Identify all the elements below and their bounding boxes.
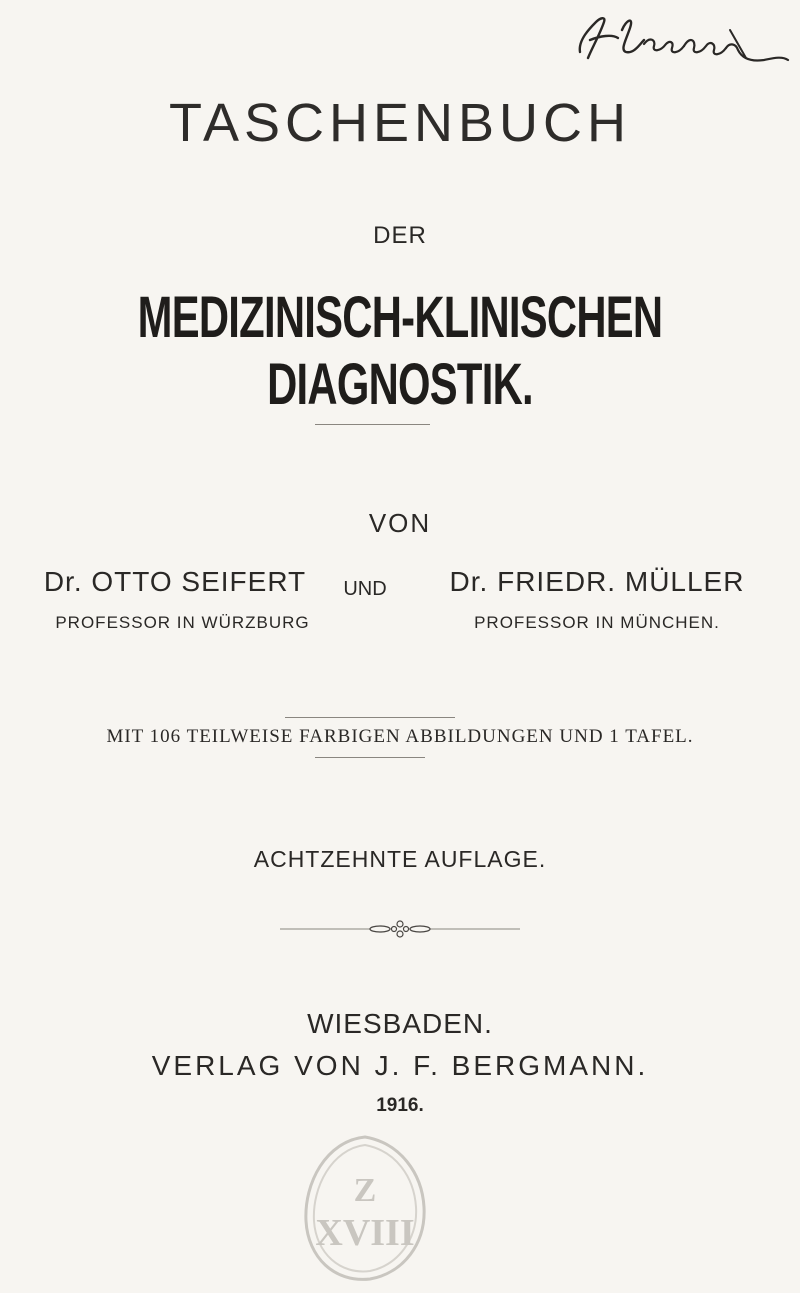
author-1-name: Dr. OTTO SEIFERT [43, 566, 307, 597]
stamp-line-1: Z [353, 1172, 377, 1209]
divider-lower [315, 757, 425, 758]
author-2-name: Dr. FRIEDR. MÜLLER [449, 566, 745, 597]
edition-label: ACHTZEHNTE AUFLAGE. [253, 846, 547, 872]
divider-middle [285, 717, 455, 718]
author-1-affiliation: PROFESSOR IN WÜRZBURG [55, 613, 310, 632]
book-subtitle: MEDIZINISCH-KLINISCHEN DIAGNOSTIK. [137, 285, 663, 417]
book-title: TASCHENBUCH [168, 93, 632, 153]
publication-year: 1916. [376, 1095, 424, 1116]
illustrations-note: MIT 106 TEILWEISE FARBIGEN ABBILDUNGEN UND 1 TAFEL. [106, 726, 694, 747]
handwritten-signature [560, 0, 800, 80]
title-article: DER [373, 222, 427, 249]
stamp-line-2: XVIII [315, 1212, 415, 1254]
conjunction: UND [343, 578, 387, 600]
publisher-name: VERLAG VON J. F. BERGMANN. [151, 1050, 649, 1081]
ornament-divider [270, 918, 530, 940]
divider-top [315, 424, 430, 425]
by-label: VON [368, 508, 432, 538]
author-2-affiliation: PROFESSOR IN MÜNCHEN. [474, 613, 720, 632]
library-stamp [300, 1133, 430, 1283]
publisher-city: WIESBADEN. [307, 1008, 493, 1039]
